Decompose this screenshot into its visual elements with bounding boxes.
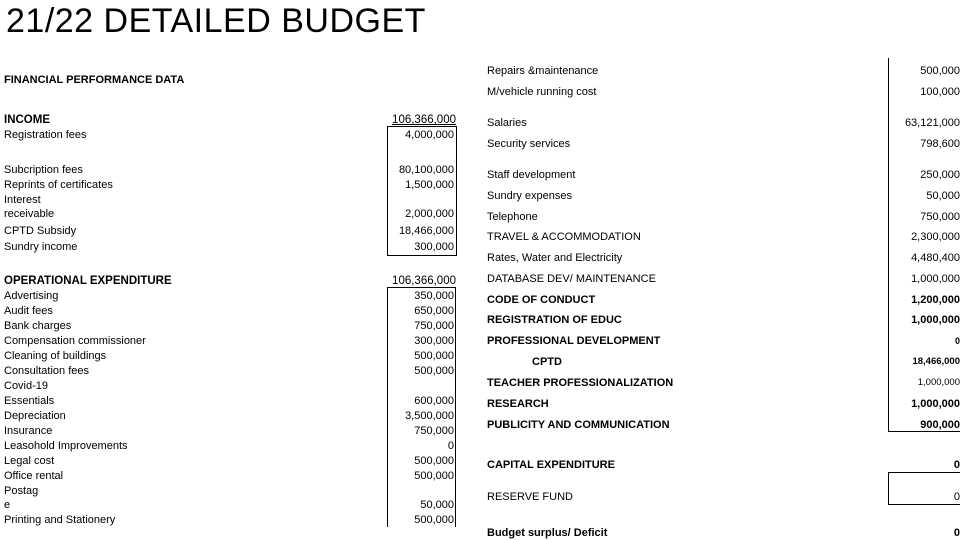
expense-item-value: 100,000 [920, 86, 960, 98]
income-item-label: Interest [4, 194, 41, 206]
opex-total: 106,366,000 [392, 275, 456, 287]
opex-item-label: Postag [4, 485, 39, 497]
income-item-label: receivable [4, 208, 55, 220]
opex-item-label: Essentials [4, 395, 55, 407]
income-item-value: 4,000,000 [405, 129, 454, 141]
expense-item-value: 4,480,400 [911, 252, 960, 264]
expense-item-value: 500,000 [920, 65, 960, 77]
expense-item-label: TEACHER PROFESSIONALIZATION [487, 377, 674, 389]
budget-surplus-value: 0 [953, 527, 960, 539]
expense-item-label: CPTD [532, 356, 562, 368]
opex-item-value: 0 [447, 440, 454, 452]
opex-item-label: Leasohold Improvements [4, 440, 128, 452]
income-item-label: Registration fees [4, 129, 87, 141]
expense-item-label: M/vehicle running cost [487, 86, 597, 98]
opex-item-label: Covid-19 [4, 380, 49, 392]
expense-item-value: 1,000,000 [911, 314, 960, 326]
expense-item-label: CODE OF CONDUCT [487, 294, 596, 306]
opex-item-value: 650,000 [414, 305, 454, 317]
opex-item-value: 600,000 [414, 395, 454, 407]
expense-item-value: 1,000,000 [911, 273, 960, 285]
opex-item-value: 500,000 [414, 365, 454, 377]
income-item-value: 80,100,000 [398, 164, 454, 176]
opex-item-value: 3,500,000 [405, 410, 454, 422]
opex-item-label: Cleaning of buildings [4, 350, 107, 362]
opex-item-value: 750,000 [414, 425, 454, 437]
opex-item-value: 500,000 [414, 455, 454, 467]
opex-item-value: 500,000 [414, 470, 454, 482]
expense-item-label: Repairs &maintenance [487, 65, 599, 77]
income-total: 106,366,000 [392, 114, 456, 126]
budget-surplus-label: Budget surplus/ Deficit [487, 527, 608, 539]
expense-item-label: Rates, Water and Electricity [487, 252, 623, 264]
expense-item-value: 1,000,000 [911, 398, 960, 410]
expense-item-value: 750,000 [920, 211, 960, 223]
page-title: 21/22 DETAILED BUDGET [6, 2, 426, 40]
opex-item-label: Insurance [4, 425, 53, 437]
opex-item-label: Audit fees [4, 305, 53, 317]
capital-expenditure-value: 0 [953, 459, 960, 471]
opex-item-value: 500,000 [414, 514, 454, 526]
capital-expenditure-label: CAPITAL EXPENDITURE [487, 459, 615, 471]
expense-item-label: Telephone [487, 211, 538, 223]
opex-item-label: Advertising [4, 290, 59, 302]
expense-item-label: RESEARCH [487, 398, 549, 410]
opex-label: OPERATIONAL EXPENDITURE [4, 275, 172, 287]
opex-right-rule [455, 287, 456, 527]
income-item-value: 1,500,000 [405, 179, 454, 191]
expense-item-label: REGISTRATION OF EDUC [487, 314, 622, 326]
expense-item-value: 50,000 [926, 190, 960, 202]
income-item-label: Subcription fees [4, 164, 83, 176]
expense-item-label: PROFESSIONAL DEVELOPMENT [487, 335, 661, 347]
income-item-value: 2,000,000 [405, 208, 454, 220]
reserve-fund-value: 0 [953, 491, 960, 503]
expense-item-label: DATABASE DEV/ MAINTENANCE [487, 273, 656, 285]
expense-item-value: 900,000 [920, 419, 960, 431]
opex-item-value: 50,000 [420, 499, 454, 511]
section-heading: FINANCIAL PERFORMANCE DATA [4, 74, 185, 86]
opex-item-label: Printing and Stationery [4, 514, 116, 526]
expense-item-value: 2,300,000 [911, 231, 960, 243]
expense-item-label: PUBLICITY AND COMMUNICATION [487, 419, 670, 431]
income-item-label: CPTD Subsidy [4, 225, 77, 237]
income-label: INCOME [4, 114, 50, 126]
income-item-value: 18,466,000 [398, 225, 454, 237]
reserve-fund-label: RESERVE FUND [487, 491, 573, 503]
opex-top-rule [387, 287, 456, 288]
opex-item-label: Bank charges [4, 320, 72, 332]
income-item-label: Reprints of certificates [4, 179, 113, 191]
opex-item-label: Depreciation [4, 410, 66, 422]
opex-item-value: 300,000 [414, 335, 454, 347]
expense-item-value: 250,000 [920, 169, 960, 181]
income-item-value: 300,000 [414, 241, 454, 253]
expense-item-value: 63,121,000 [904, 117, 960, 129]
opex-item-value: 350,000 [414, 290, 454, 302]
opex-item-label: Legal cost [4, 455, 55, 467]
opex-item-label: e [4, 499, 11, 511]
expense-item-label: Salaries [487, 117, 527, 129]
expense-item-label: TRAVEL & ACCOMMODATION [487, 231, 641, 243]
opex-item-value: 750,000 [414, 320, 454, 332]
expense-item-label: Security services [487, 138, 571, 150]
expense-item-value: 1,000,000 [917, 377, 960, 388]
expense-item-value: 18,466,000 [912, 356, 960, 367]
expense-item-value: 0 [954, 336, 960, 346]
income-item-label: Sundry income [4, 241, 78, 253]
expense-item-label: Sundry expenses [487, 190, 572, 202]
opex-item-label: Office rental [4, 470, 64, 482]
expense-item-value: 1,200,000 [911, 294, 960, 306]
opex-item-label: Compensation commissioner [4, 335, 146, 347]
expense-item-value: 798,600 [920, 138, 960, 150]
opex-item-label: Consultation fees [4, 365, 89, 377]
opex-item-value: 500,000 [414, 350, 454, 362]
expense-item-label: Staff development [487, 169, 576, 181]
